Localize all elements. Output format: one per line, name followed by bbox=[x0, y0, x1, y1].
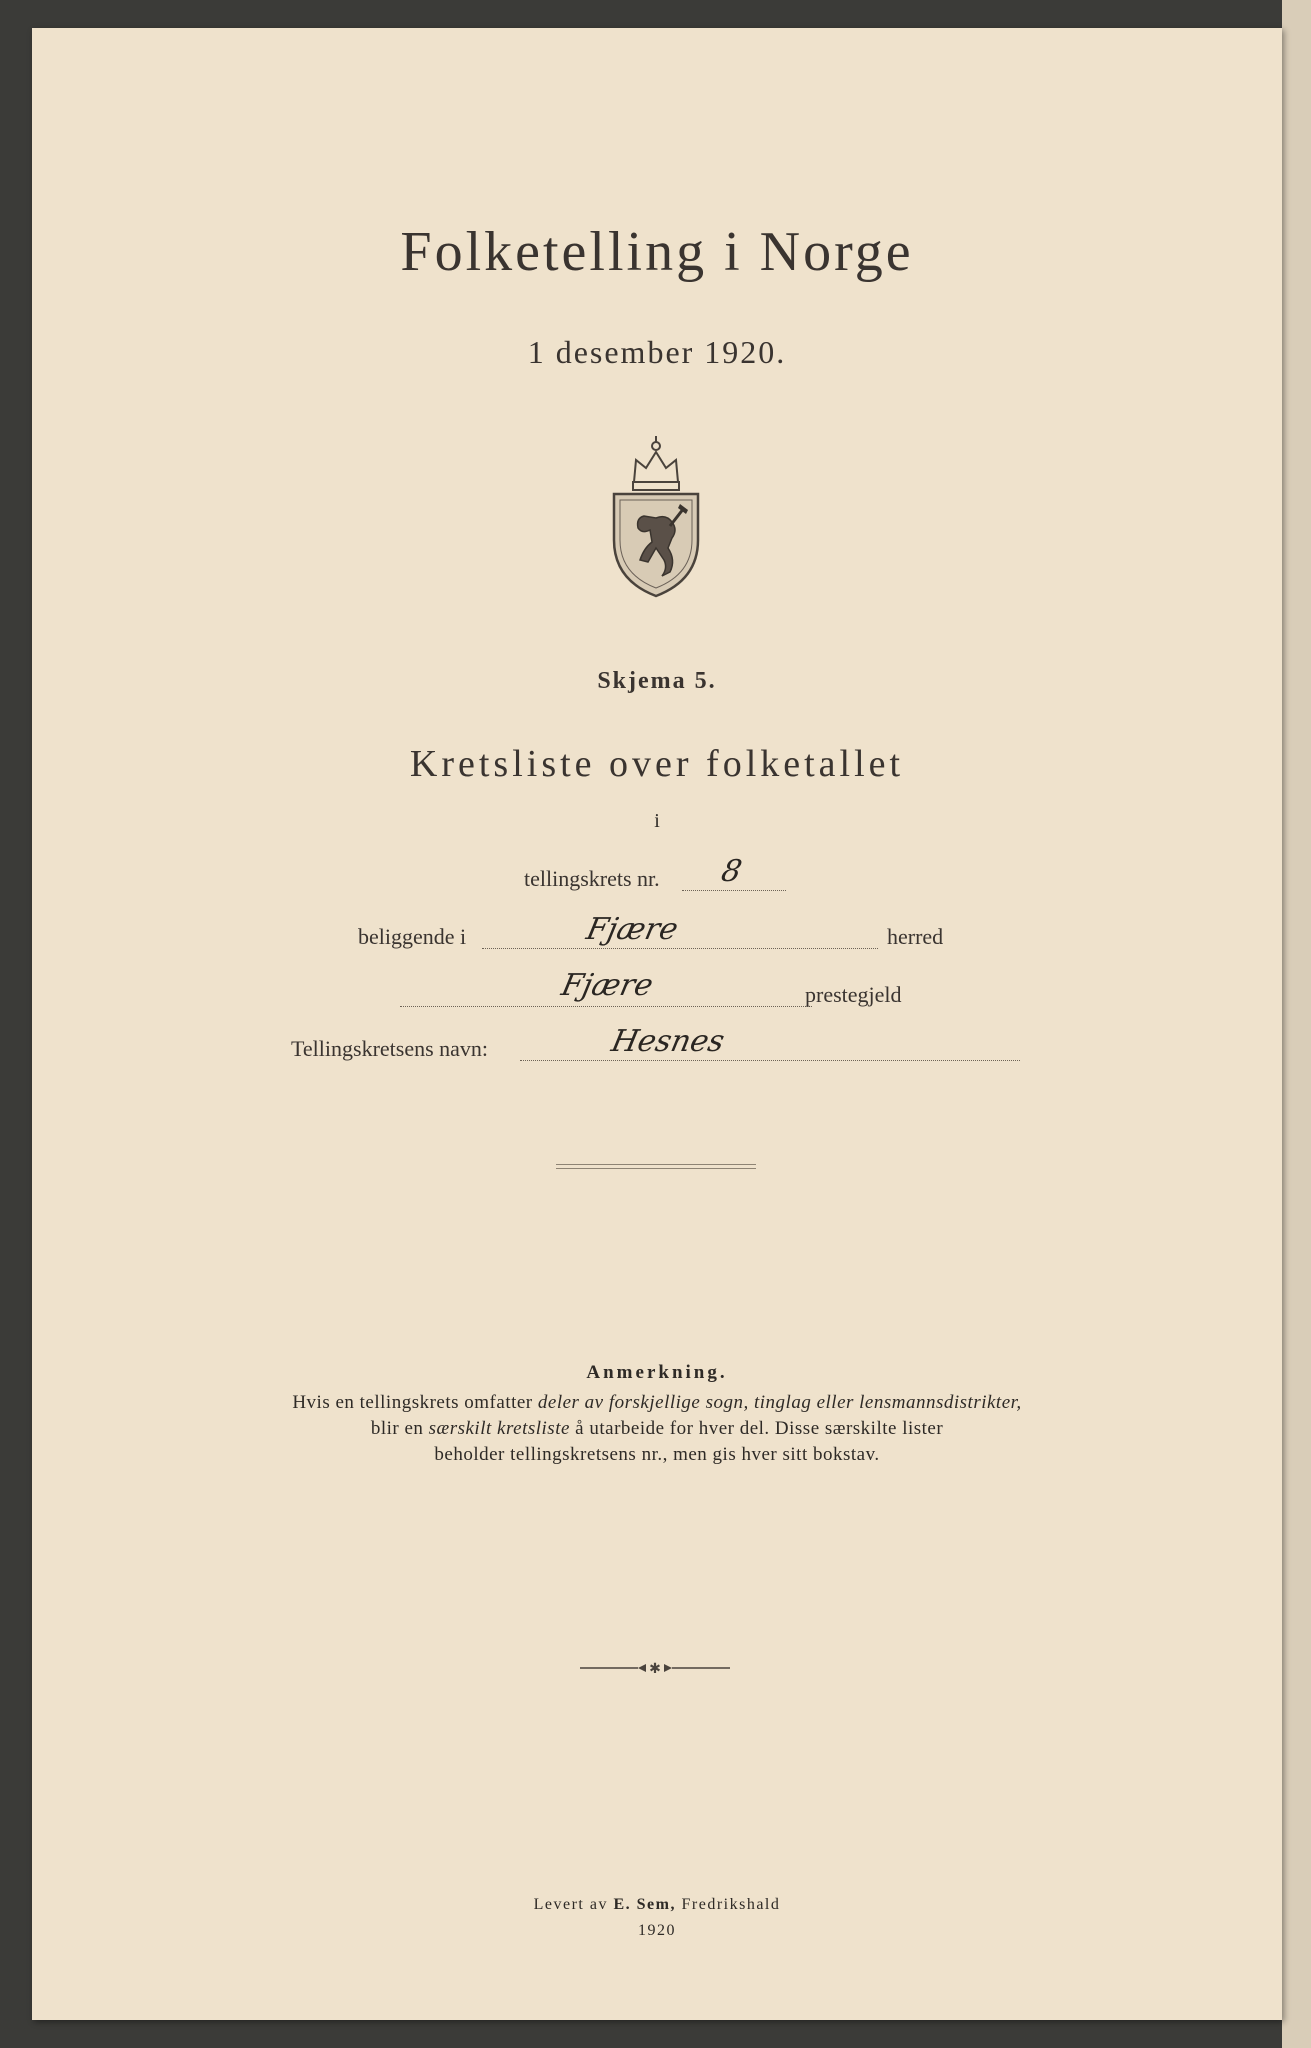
herred-label: herred bbox=[887, 924, 944, 949]
located-in-label: beliggende i bbox=[358, 924, 467, 949]
printer-name: E. Sem, bbox=[613, 1896, 676, 1913]
form-heading: Kretsliste over folketallet bbox=[409, 743, 905, 785]
ornament-divider-icon bbox=[580, 1660, 730, 1676]
note-line-2-text-b: å utarbeide for hver del. Disse særskilte lister bbox=[569, 1418, 944, 1439]
note-heading: Anmerkning. bbox=[586, 1362, 728, 1383]
printer-credit bbox=[32, 1896, 1282, 1914]
census-form-page bbox=[32, 28, 1282, 2020]
parish-line bbox=[400, 1006, 812, 1007]
svg-text:✱: ✱ bbox=[649, 1661, 661, 1676]
district-name-line bbox=[520, 1060, 1020, 1061]
note-line-2-emphasis: særskilt kretsliste bbox=[428, 1418, 570, 1439]
schema-number: Skjema 5. bbox=[597, 668, 717, 694]
page-subtitle: 1 desember 1920. bbox=[527, 334, 787, 370]
note-line-1 bbox=[32, 1392, 1282, 1414]
note-line-2-text-a: blir en bbox=[370, 1418, 429, 1439]
scan-edge bbox=[1282, 0, 1311, 2048]
note-line-2 bbox=[32, 1418, 1282, 1440]
located-in-line bbox=[482, 948, 878, 949]
page-title: Folketelling i Norge bbox=[400, 221, 914, 283]
connector-text: i bbox=[654, 810, 660, 832]
district-number-label: tellingskrets nr. bbox=[524, 866, 660, 891]
parish-label: prestegjeld bbox=[805, 982, 902, 1007]
district-name-label: Tellingskretsens navn: bbox=[291, 1036, 489, 1061]
printer-prefix: Levert av bbox=[533, 1896, 614, 1913]
located-in-value: Fjære bbox=[583, 912, 682, 947]
norwegian-coat-of-arms-icon bbox=[606, 430, 706, 600]
printer-place: Fredrikshald bbox=[675, 1896, 781, 1913]
section-divider bbox=[556, 1164, 756, 1169]
note-line-3: beholder tellingskretsens nr., men gis hver sitt bokstav. bbox=[434, 1444, 880, 1465]
note-line-1-emphasis: deler av forskjellige sogn, tinglag eller lensmannsdistrikter, bbox=[537, 1392, 1022, 1413]
district-number-value: 8 bbox=[718, 854, 745, 889]
note-line-1-text: Hvis en tellingskrets omfatter bbox=[292, 1392, 538, 1413]
district-name-value: Hesnes bbox=[608, 1024, 728, 1059]
printer-year: 1920 bbox=[638, 1922, 676, 1939]
parish-value: Fjære bbox=[558, 968, 657, 1003]
district-number-line bbox=[682, 890, 786, 891]
